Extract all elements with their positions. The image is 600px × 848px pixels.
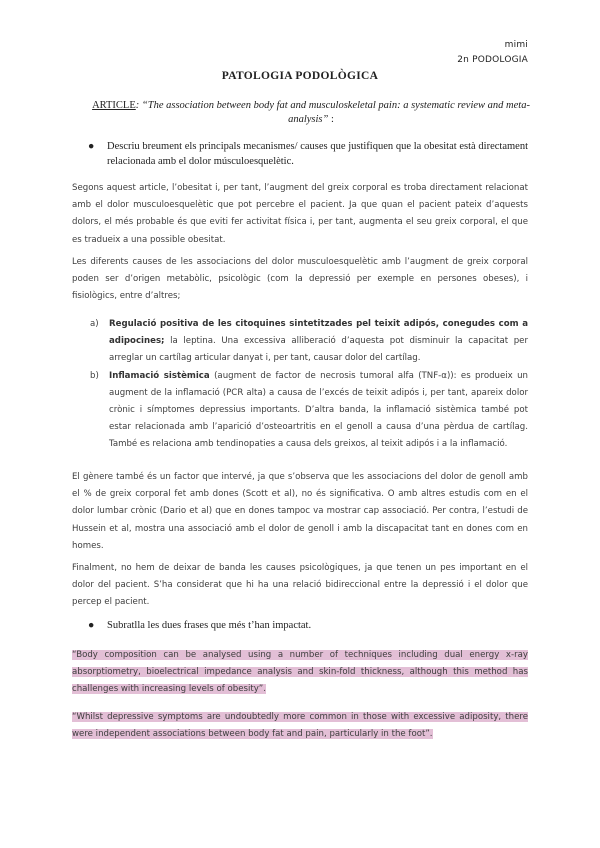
quote-1-text: “Body composition can be analysed using a number of techniques including dual energy x-ray absorptiometry, bioelectrical impedance analysis and skin-fold thickness, although this method has challenges with increasing levels of obesity”. [72, 650, 528, 694]
question-2-text: Subratlla les dues frases que més t’han impactat. [107, 620, 312, 631]
highlighted-quote-1 [72, 647, 528, 698]
article-separator: : [135, 100, 142, 111]
causes-list [90, 316, 528, 454]
article-title: “The association between body fat and musculoskeletal pain: a systematic review and meta-analysis” [141, 100, 530, 125]
page-title: PATOLOGIA PODOLÒGICA [221, 70, 379, 82]
list-marker: b) [90, 370, 99, 381]
list-item [90, 368, 528, 454]
list-item-text: la leptina. Una excessiva alliberació d’aquesta pot disminuir la capacitat per arreglar un cartílag articular danyat i, per tant, causar dolor del cartílag. [109, 336, 528, 364]
list-item-heading: Inflamació sistèmica [109, 370, 210, 381]
list-item-heading: Regulació positiva de les citoquines sintetitzades pel teixit adipós, conegudes com a adipocines; [109, 319, 528, 347]
question-1-text: Descriu breument els principals mecanismes/ causes que justifiquen que la obesitat està directament relacionada amb el dolor músculoesquelètic. [107, 141, 528, 167]
article-suffix: : [328, 114, 334, 125]
list-item-text: (augment de factor de necrosis tumoral alfa (TNF-α)): es produeix un augment de la inflamació (PCR alta) a causa de l’excés de teixit adipós i, per tant, apareix dolor crònic i símptomes depressius importants. D’altra banda, la inflamació sistèmica també pot estar relacionada amb l’aparició d’osteoartritis en el genoll a causa d’una pèrdua de cartílag. També es relaciona amb tendinopaties a causa dels greixos, al teixit adipós i a la inflamació. [109, 370, 528, 450]
paragraph-4: Finalment, no hem de deixar de banda les causes psicològiques, ja que tenen un pes important en el dolor del pacient. S’ha considerat que hi ha una relació bidireccional entre la depressió i el dolor que percep el pacient. [72, 563, 528, 608]
highlighted-quote-2 [72, 709, 528, 743]
paragraph-1: Segons aquest article, l’obesitat i, per tant, l’augment del greix corporal es troba directament relacionat amb el dolor musculoesquelètic que pot percebre el pacient. Ja que quan el pacient pateix d’aquests dolors, el més probable és que eviti fer activitat física i, per tant, augmenta el seu greix corporal, el que es tradueix a una possible obesitat. [72, 183, 528, 245]
question-1 [88, 139, 528, 169]
list-marker: a) [90, 319, 99, 329]
list-item [90, 316, 528, 368]
quote-2-text: “Whilst depressive symptoms are undoubtedly more common in those with excessive adiposity, there were independent associations between body fat and pain, particularly in the foot”. [72, 712, 528, 739]
bullet-dot-icon: ● [88, 620, 95, 631]
article-reference [86, 99, 536, 127]
header-course: 2n PODOLOGIA [457, 55, 528, 65]
paragraph-2: Les diferents causes de les associacions del dolor musculoesquelètic amb l’augment de greix corporal poden ser d’origen metabòlic, psicològic (com la depressió per exemple en persones obeses), i fisiològics, entre d’altres; [72, 257, 528, 302]
question-2 [88, 618, 528, 633]
article-label: ARTICLE [92, 100, 136, 111]
bullet-dot-icon: ● [88, 141, 95, 152]
header-author: mimi [504, 40, 528, 50]
paragraph-3: El gènere també és un factor que intervé, ja que s’observa que les associacions del dolor de genoll amb el % de greix corporal fet amb dones (Scott et al), no és significativa. O amb altres estudis com en el dolor lumbar crònic (Dario et al) que en dones tampoc va mostrar cap associació. Per contra, l’estudi de Hussein et al, mostra una associació amb el dolor de genoll i amb la discapacitat tant en dones com en homes. [72, 472, 528, 551]
